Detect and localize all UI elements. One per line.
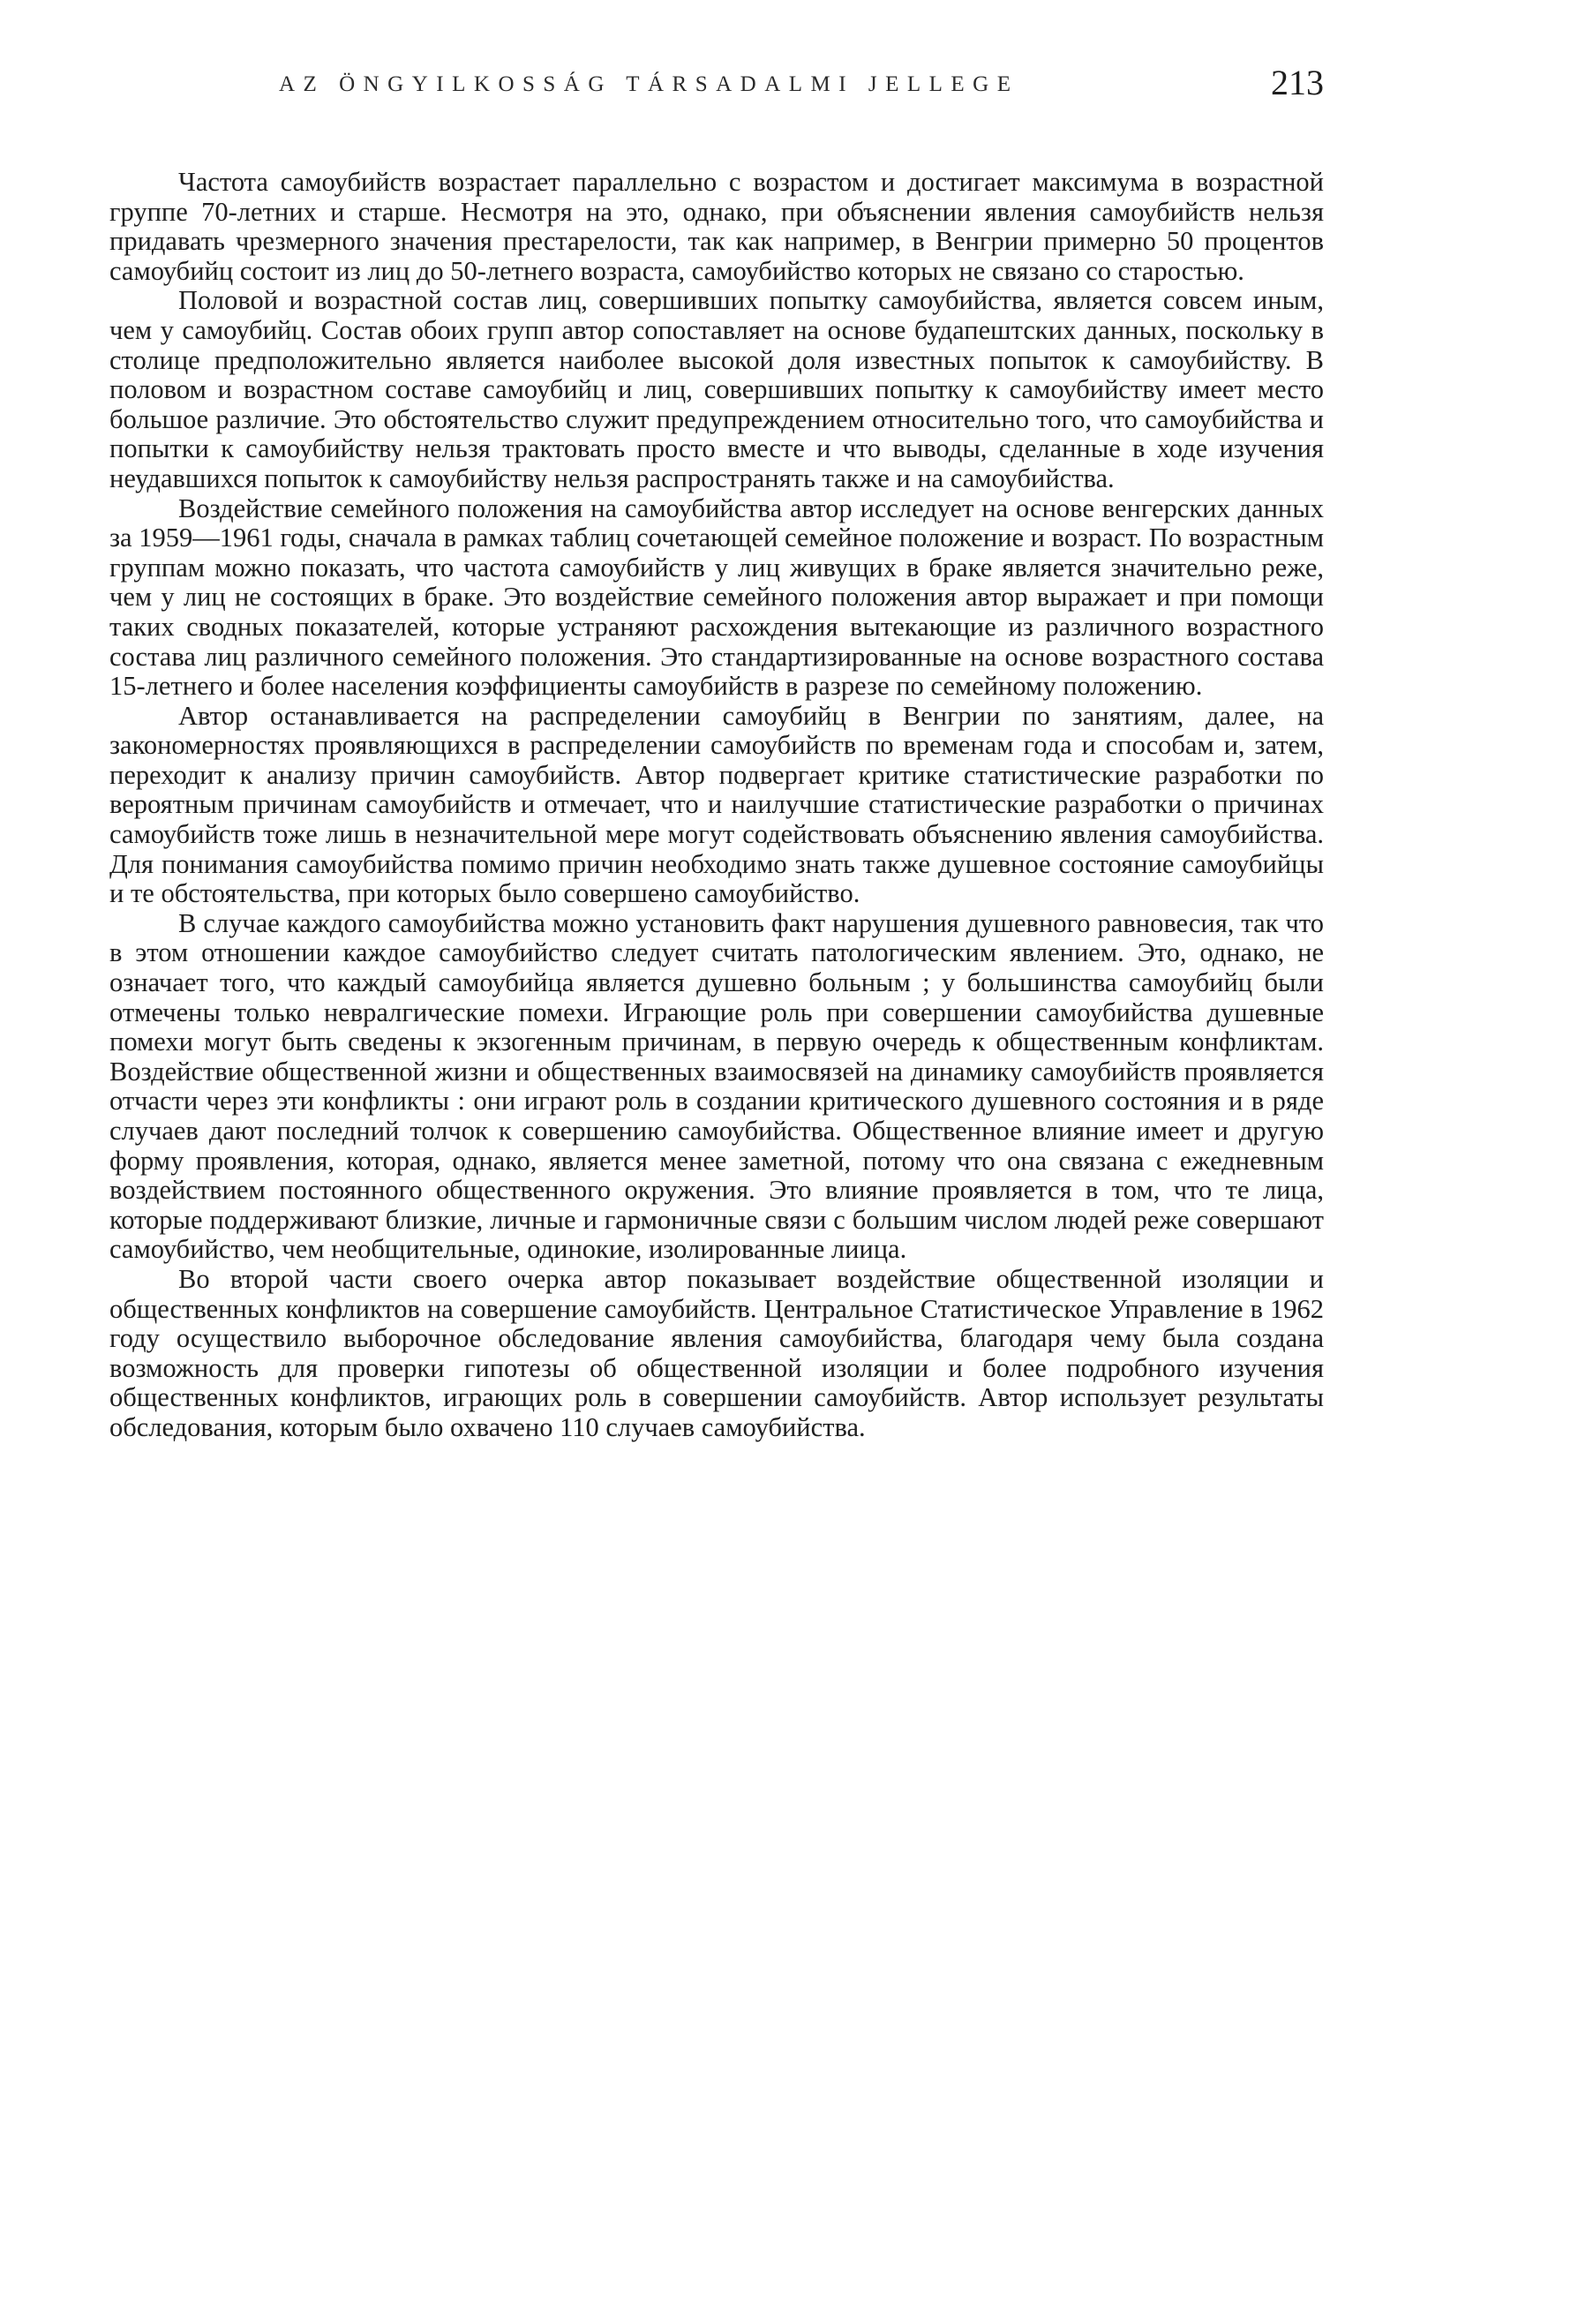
paragraph: Частота самоубийств возрастает параллельно с возрастом и достигает максимума в возрастной группе 70-летних и старше. Несмотря на это, однако, при объяснении явления самоубийств нельзя придавать чрезмерного значения престарелости, так как например, в Венгрии примерно 50 процентов самоубийц состоит из лиц до 50-летнего возраста, самоубийство которых не связано со старостью. <box>109 167 1324 286</box>
paragraph: Во второй части своего очерка автор показывает воздействие общественной изоляции и общественных конфликтов на совершение самоубийств. Центральное Статистическое Управление в 1962 году осуществило выборочное обследование явления самоубийства, благодаря чему была создана возможность для проверки гипотезы об общественной изоляции и более подробного изучения общественных конфликтов, играющих роль в совершении самоубийств. Автор использует результаты обследования, которым было охвачено 110 случаев самоубийства. <box>109 1263 1324 1442</box>
paragraph: Автор останавливается на распределении самоубийц в Венгрии по занятиям, далее, на закономерностях проявляющихся в распределении самоубийств по временам года и способам и, затем, переходит к анализу причин самоубийств. Автор подвергает критике статистические разработки по вероятным причинам самоубийств и отмечает, что и наилучшие статистические разработки о причинах самоубийств тоже лишь в незначительной мере могут содействовать объяснению явления самоубийства. Для понимания самоубийства помимо причин необходимо знать также душевное состояние самоубийцы и те обстоятельства, при которых было совершено самоубийство. <box>109 700 1324 909</box>
page-number: 213 <box>1271 63 1324 102</box>
body-text <box>109 168 1324 1443</box>
running-header <box>109 62 1324 115</box>
paragraph: Половой и возрастной состав лиц, совершивших попытку самоубийства, является совсем иным, чем у самоубийц. Состав обоих групп автор сопоставляет на основе будапештских данных, поскольку в столице предположительно является наиболее высокой доля известных попыток к самоубийству. В половом и возрастном составе самоубийц и лиц, совершивших попытку к самоубийству имеет место большое различие. Это обстоятельство служит предупреждением относительно того, что самоубийства и попытки к самоубийству нельзя трактовать просто вместе и что выводы, сделанные в ходе изучения неудавшихся попыток к самоубийству нельзя распространять также и на самоубийства. <box>109 285 1324 493</box>
paragraph: В случае каждого самоубийства можно установить факт нарушения душевного равновесия, так что в этом отношении каждое самоубийство следует считать патологическим явлением. Это, однако, не означает того, что каждый самоубийца является душевно больным ; у большинства самоубийц были отмечены только невралгические помехи. Играющие роль при совершении самоубийства душевные помехи могут быть сведены к экзогенным причинам, в первую очередь к общественным конфликтам. Воздействие общественной жизни и общественных взаимосвязей на динамику самоубийств проявляется отчасти через эти конфликты : они играют роль в создании критического душевного состояния и в ряде случаев дают последний толчок к совершению самоубийства. Общественное влияние имеет и другую форму проявления, которая, однако, является менее заметной, потому что она связана с ежедневным воздействием постоянного общественного окружения. Это влияние проявляется в том, что те лица, которые поддерживают близкие, личные и гармоничные связи с большим числом людей реже совершают самоубийство, чем необщительные, одинокие, изолированные лиица. <box>109 907 1324 1265</box>
paragraph: Воздействие семейного положения на самоубийства автор исследует на основе венгерских данных за 1959—1961 годы, сначала в рамках таблиц сочетающей семейное положение и возраст. По возрастным группам можно показать, что частота самоубийств у лиц живущих в браке является значительно реже, чем у лиц не состоящих в браке. Это воздействие семейного положения автор выражает и при помощи таких сводных показателей, которые устраняют расхождения вытекающие из различного возрастного состава лиц различного семейного положения. Это стандартизированные на основе возрастного состава 15-летнего и более населения коэффициенты самоубийств в разрезе по семейному положению. <box>109 493 1324 702</box>
running-title: AZ ÖNGYILKOSSÁG TÁRSADALMI JELLEGE <box>279 72 1019 96</box>
